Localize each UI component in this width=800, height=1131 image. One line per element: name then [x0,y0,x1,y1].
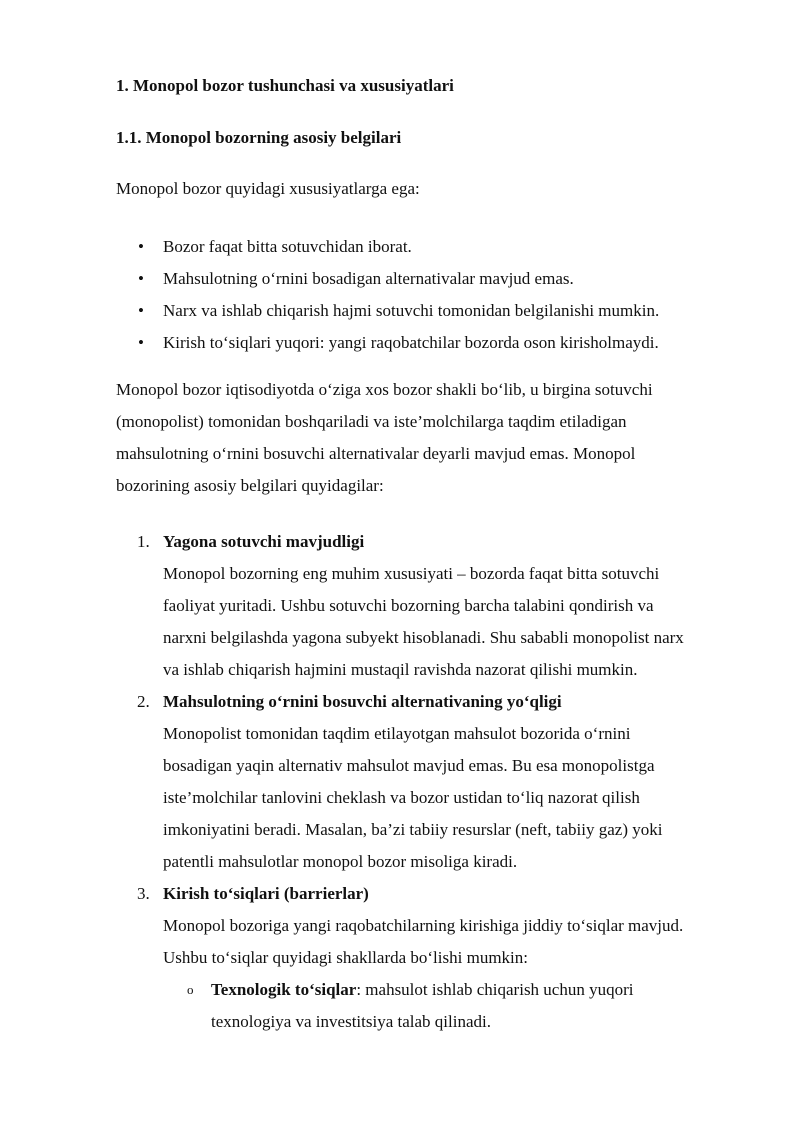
item-title: Yagona sotuvchi mavjudligi [163,532,365,551]
sub-item-text-line [116,974,746,1006]
paragraph-line: (monopolist) tomonidan boshqariladi va iste’molchilarga taqdim etiladigan [116,412,627,431]
intro-text: Monopol bozor quyidagi xususiyatlarga ega: [116,179,420,198]
list-item [116,263,659,295]
sub-item-description: : mahsulot ishlab chiqarish uchun yuqori [356,980,634,999]
body-paragraph [116,374,716,502]
item-text-line: iste’molchilar tanlovini cheklash va bozor ustidan to‘liq nazorat qilish [163,788,640,807]
item-text-line: Ushbu to‘siqlar quyidagi shakllarda bo‘lishi mumkin: [163,948,528,967]
numbered-item [116,878,746,974]
item-text-line: Monopol bozoriga yangi raqobatchilarning kirishiga jiddiy to‘siqlar mavjud. [163,916,684,935]
paragraph-line: mahsulotning o‘rnini bosuvchi alternativalar deyarli mavjud emas. Monopol [116,444,636,463]
item-text-line: narxni belgilashda yagona subyekt hisoblanadi. Shu sababli monopolist narx [163,628,684,647]
item-title: Kirish to‘siqlari (barrierlar) [163,884,369,903]
item-text-line: bosadigan yaqin alternativ mahsulot mavjud emas. Bu esa monopolistga [163,756,655,775]
subsection-heading: 1.1. Monopol bozorning asosiy belgilari [116,128,402,147]
list-item-text: Bozor faqat bitta sotuvchidan iborat. [163,237,412,256]
list-item [116,327,659,359]
item-text-line: va ishlab chiqarish hajmini mustaqil ravishda nazorat qilishi mumkin. [163,660,638,679]
bullet-icon: • [138,237,144,256]
item-number: 3. [137,884,150,903]
bullet-list [116,231,659,359]
item-text-line: imkoniyatini beradi. Masalan, ba’zi tabiiy resurslar (neft, tabiiy gaz) yoki [163,820,663,839]
sub-list-item [116,974,746,1038]
circle-bullet-icon: o [187,982,194,997]
item-number: 1. [137,532,150,551]
list-item-text: Kirish to‘siqlari yuqori: yangi raqobatchilar bozorda oson kirisholmaydi. [163,333,659,352]
bullet-icon: • [138,301,144,320]
numbered-item [116,526,746,686]
paragraph-line: bozorining asosiy belgilari quyidagilar: [116,476,384,495]
item-text-line: Monopolist tomonidan taqdim etilayotgan mahsulot bozorida o‘rnini [163,724,631,743]
numbered-item [116,686,746,878]
item-title: Mahsulotning o‘rnini bosuvchi alternativaning yo‘qligi [163,692,562,711]
bullet-icon: • [138,269,144,288]
list-item [116,231,659,263]
item-number: 2. [137,692,150,711]
sub-item-term: Texnologik to‘siqlar [211,980,357,999]
section-heading: 1. Monopol bozor tushunchasi va xususiyatlari [116,76,454,95]
item-text-line: faoliyat yuritadi. Ushbu sotuvchi bozorning barcha talabini qondirish va [163,596,654,615]
bullet-icon: • [138,333,144,352]
numbered-list [116,526,746,1038]
list-item [116,295,659,327]
paragraph-line: Monopol bozor iqtisodiyotda o‘ziga xos bozor shakli bo‘lib, u birgina sotuvchi [116,380,653,399]
item-text-line: Monopol bozorning eng muhim xususiyati – bozorda faqat bitta sotuvchi [163,564,660,583]
list-item-text: Mahsulotning o‘rnini bosadigan alternativalar mavjud emas. [163,269,574,288]
sub-item-text-line: texnologiya va investitsiya talab qilinadi. [211,1012,491,1031]
item-text-line: patentli mahsulotlar monopol bozor misoliga kiradi. [163,852,518,871]
list-item-text: Narx va ishlab chiqarish hajmi sotuvchi tomonidan belgilanishi mumkin. [163,301,660,320]
